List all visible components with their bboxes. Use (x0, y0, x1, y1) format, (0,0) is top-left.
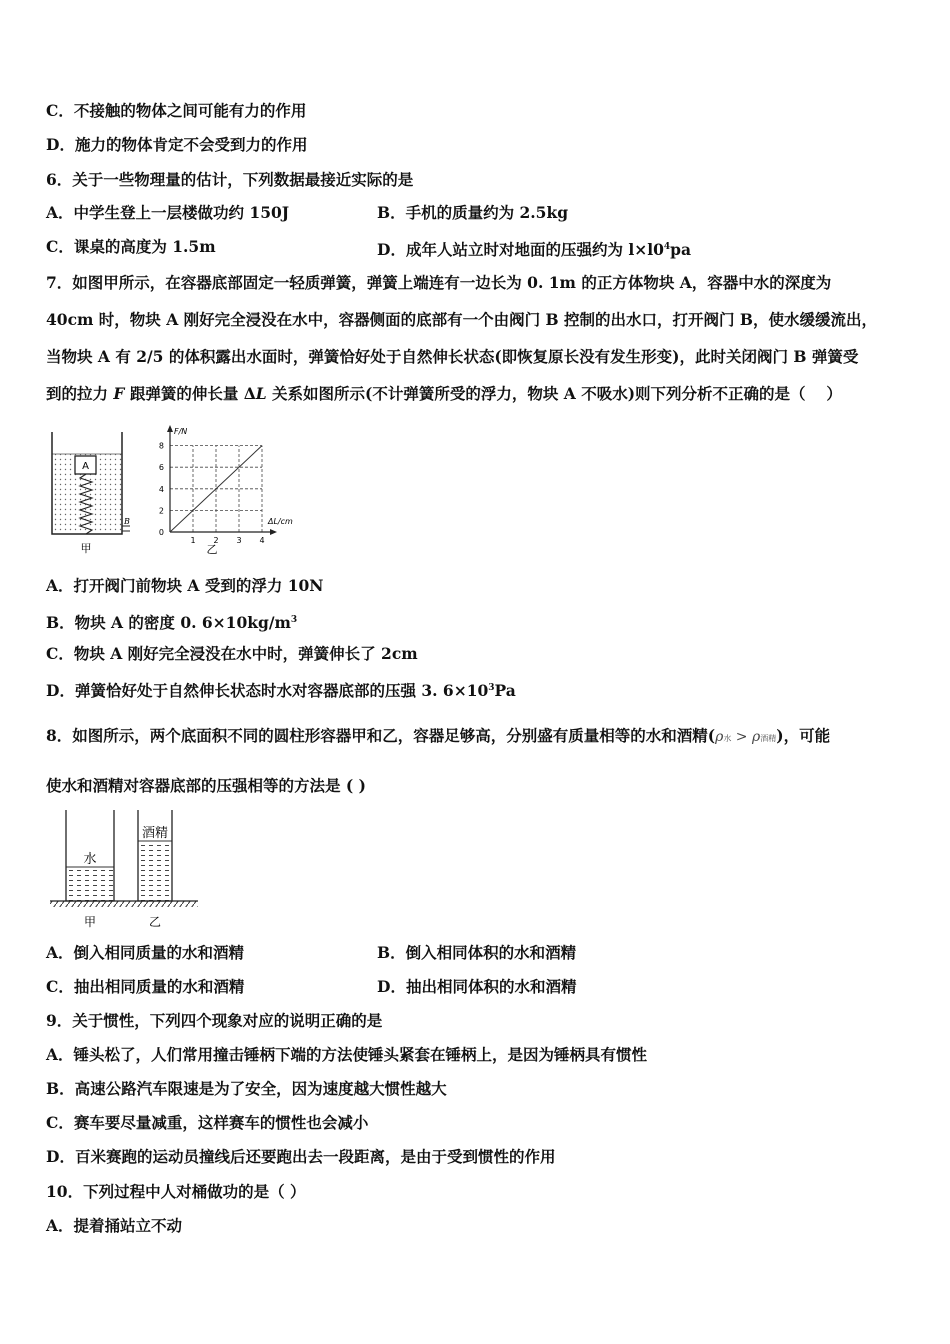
q8-rho-water: ρ (715, 729, 724, 745)
q7-y-axis-label: F/N (174, 427, 188, 436)
q8-option-c: C．抽出相同质量的水和酒精 (46, 977, 245, 996)
q8-option-d: D．抽出相同体积的水和酒精 (377, 977, 577, 996)
q9-option-c: C．赛车要尽量减重，这样赛车的惯性也会减小 (46, 1113, 369, 1132)
q8-option-b: B．倒入相同体积的水和酒精 (377, 943, 577, 962)
q7-stem-line4 (46, 384, 842, 404)
q7-block-a-label: A (82, 461, 89, 472)
q7-option-d (46, 678, 516, 701)
q6-stem: 6．关于一些物理量的估计，下列数据最接近实际的是 (46, 170, 414, 189)
q6-option-c: C．课桌的高度为 1.5m (46, 237, 216, 256)
q9-stem: 9．关于惯性，下列四个现象对应的说明正确的是 (46, 1011, 383, 1030)
q5-option-d: D．施力的物体肯定不会受到力的作用 (46, 135, 308, 154)
q7-jia-label: 甲 (80, 542, 92, 555)
q7-x-tick-label: 1 (190, 536, 196, 545)
q7-y-tick-label: 4 (158, 484, 164, 494)
q8-stem-line1-b: )，可能 (776, 726, 831, 745)
q6-option-d-text: D．成年人站立时对地面的压强约为 l×l0 (377, 240, 664, 260)
q7-option-b-text: B．物块 A 的密度 0. 6×10kg/m (46, 613, 291, 633)
q7-valve-b-label: B (124, 517, 130, 526)
q7-y-tick-label: 8 (158, 441, 164, 451)
q8-water-label: 水 (83, 852, 97, 867)
q6-option-d (377, 237, 691, 260)
q8-containers-figure (44, 808, 204, 936)
q6-option-b: B．手机的质量约为 2.5kg (377, 203, 569, 222)
q7-option-c: C．物块 A 刚好完全浸没在水中时，弹簧伸长了 2cm (46, 644, 418, 663)
q7-option-b (46, 610, 297, 633)
q6-option-d-unit: pa (670, 240, 692, 260)
q7-stem-line3: 当物块 A 有 2/5 的体积露出水面时，弹簧恰好处于自然伸长状态(即恢复原长没有发生形变)，此时关闭阀门 B 弹簧受 (46, 347, 859, 366)
q9-option-d: D．百米赛跑的运动员撞线后还要跑出去一段距离，是由于受到惯性的作用 (46, 1147, 556, 1166)
q7-x-tick-label: 4 (259, 536, 265, 545)
q8-stem-line1 (46, 726, 830, 749)
q7-stem-line2: 40cm 时，物块 A 刚好完全浸没在水中，容器侧面的底部有一个由阀门 B 控制的出水口，打开阀门 B，使水缓缓流出， (46, 310, 878, 329)
q6-option-a: A．中学生登上一层楼做功约 150J (46, 203, 290, 222)
q7-stem-line1: 7．如图甲所示，在容器底部固定一轻质弹簧，弹簧上端连有一边长为 0. 1m 的正方体物块 A，容器中水的深度为 (46, 273, 832, 292)
q7-option-b-exponent: 3 (290, 615, 298, 625)
q10-option-a: A．提着捅站立不动 (46, 1216, 183, 1235)
q7-stem-line4-b: 跟弹簧的伸长量 Δ (124, 384, 256, 403)
q10-stem: 10．下列过程中人对桶做功的是（ ） (46, 1182, 306, 1201)
q7-x-axis-label: ΔL/cm (268, 517, 293, 526)
q5-option-c: C．不接触的物体之间可能有力的作用 (46, 101, 307, 120)
q8-alcohol-fill (138, 841, 172, 901)
q8-ground-hatch (50, 901, 198, 907)
q8-alcohol-label: 酒精 (141, 826, 169, 841)
q8-stem-line1-a: 8．如图所示，两个底面积不同的圆柱形容器甲和乙，容器足够高，分别盛有质量相等的水和酒精( (46, 726, 716, 745)
q8-sub-alcohol: 酒精 (760, 734, 777, 743)
q7-force-symbol: F (113, 384, 125, 403)
q8-rho-alcohol: ρ (752, 729, 761, 745)
q7-y-tick-label: 0 (158, 528, 164, 537)
q7-length-symbol: L (255, 384, 267, 403)
q7-option-d-unit: Pa (494, 681, 516, 701)
q7-option-d-text: D．弹簧恰好处于自然伸长状态时水对容器底部的压强 3. 6×10 (46, 681, 489, 701)
q7-option-d-exponent: 3 (488, 683, 495, 693)
q7-x-tick-label: 3 (236, 536, 242, 545)
q7-yi-label: 乙 (206, 543, 218, 556)
q8-greater-than: > (731, 729, 752, 745)
q6-option-d-exponent: 4 (663, 242, 671, 252)
q7-container-figure (44, 428, 134, 560)
q9-option-b: B．高速公路汽车限速是为了安全，因为速度越大惯性越大 (46, 1079, 447, 1098)
q7-x-axis-arrow (270, 529, 277, 535)
q7-stem-line4-a: 到的拉力 (46, 384, 114, 403)
q7-x-tick-label: 2 (213, 536, 219, 545)
q7-y-axis-arrow (167, 425, 173, 432)
q8-stem-line2: 使水和酒精对容器底部的压强相等的方法是 ( ) (46, 776, 366, 795)
q9-option-a: A．锤头松了，人们常用撞击锤柄下端的方法使锤头紧套在锤柄上，是因为锤柄具有惯性 (46, 1045, 648, 1064)
q7-y-tick-label: 6 (158, 463, 164, 473)
q8-sub-water: 水 (723, 734, 732, 743)
q8-option-a: A．倒入相同质量的水和酒精 (46, 943, 245, 962)
q8-water-fill (66, 867, 114, 901)
q7-y-tick-label: 2 (158, 506, 164, 516)
q8-jia-label: 甲 (83, 915, 97, 929)
q8-yi-label: 乙 (148, 915, 162, 929)
q7-force-extension-chart (150, 420, 310, 560)
q7-stem-line4-c: 关系如图所示(不计弹簧所受的浮力，物块 A 不吸水)则下列分析不正确的是（ ） (266, 384, 842, 403)
q7-option-a: A．打开阀门前物块 A 受到的浮力 10N (46, 576, 324, 595)
